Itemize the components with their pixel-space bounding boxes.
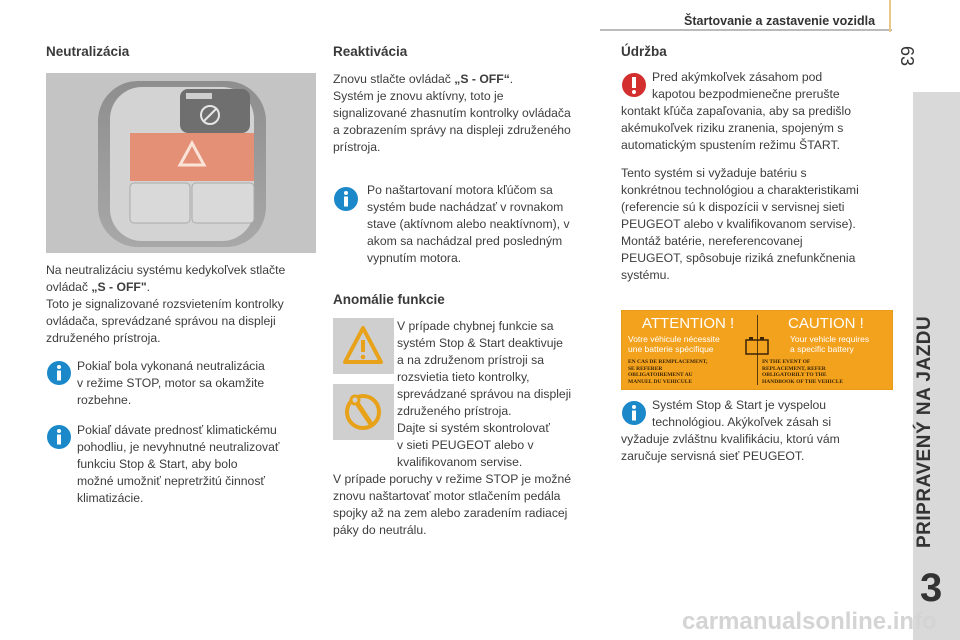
label-en-line-2: a specific battery: [790, 344, 854, 354]
label-small-line: HANDBOOK OF THE VEHICLE: [762, 378, 844, 385]
label-en-small: [762, 359, 843, 385]
warn-line: Pred akýmkoľvek zásahom pod: [652, 70, 823, 84]
info-line: Po naštartovaní motora kľúčom sa: [367, 183, 553, 197]
info-line: stave (aktívnom alebo neaktívnom), v: [367, 217, 570, 231]
neutralization-text: [46, 262, 326, 347]
anomaly-line: združeného prístroja.: [397, 404, 512, 418]
neutralization-text-line-5: združeného prístroja.: [46, 331, 161, 345]
neutralization-text-line-1: Na neutralizáciu systému kedykoľvek stlačte: [46, 263, 286, 277]
battery-line: Tento systém si vyžaduje batériu s: [621, 166, 807, 180]
heading-neutralizacia: Neutralizácia: [46, 44, 130, 59]
info-icon: [46, 424, 72, 450]
header-rule: [600, 29, 892, 31]
info-line: vypnutím motora.: [367, 251, 462, 265]
battery-line: systému.: [621, 268, 670, 282]
reactivation-text-line-4: a zobrazením správy na displeji združeného: [333, 123, 571, 137]
reactivation-text-line-3: signalizované zhasnutím kontrolky ovládača: [333, 106, 571, 120]
info-line: vyžaduje zvláštnu kvalifikáciu, ktorú vám: [621, 432, 840, 446]
anomaly-stop-text: [333, 471, 571, 539]
battery-icon: [744, 335, 774, 357]
info-key-start: [367, 182, 570, 267]
label-small-line: REPLACEMENT, REFER: [762, 365, 826, 372]
warn-line: akémukoľvek riziku zranenia, spojeným s: [621, 121, 844, 135]
info-line: funkciu Stop & Start, aby bolo: [77, 457, 238, 471]
label-attention: ATTENTION !: [642, 315, 735, 332]
battery-line: Montáž batérie, nereferencovanej: [621, 234, 803, 248]
chapter-title: PRIPRAVENÝ NA JAZDU: [914, 315, 935, 548]
anomaly-line: rozsvietia tieto kontrolky,: [397, 370, 530, 384]
heading-udrzba: Údržba: [621, 44, 667, 59]
info-climate: [77, 422, 279, 507]
label-caution: CAUTION !: [788, 315, 864, 332]
label-fr-line-2: une batterie spécifique: [628, 344, 714, 354]
label-small-line: IN THE EVENT OF: [762, 359, 811, 365]
section-title: Štartovanie a zastavenie vozidla: [684, 14, 876, 28]
battery-caution-label: [621, 310, 893, 390]
neutralization-text-line-2: ovládač: [46, 280, 92, 294]
anomaly-line: páky do neutrálu.: [333, 523, 427, 537]
anomaly-line: sprevádzané správou na displeji: [397, 387, 572, 401]
neutralization-text-period: .: [146, 280, 150, 294]
info-advanced-tech: [621, 397, 840, 465]
anomaly-line: spojky až na zem alebo zaradením radiacej: [333, 506, 568, 520]
reactivation-text-line-1: Znovu stlačte ovládač: [333, 72, 455, 86]
warn-line: kontakt kľúča zapaľovania, aby sa predišlo: [621, 104, 852, 118]
label-en-text: [790, 334, 869, 354]
info-icon: [46, 360, 72, 386]
reactivation-text-line-2: Systém je znovu aktívny, toto je: [333, 89, 504, 103]
label-small-line: SE REFERER: [628, 365, 663, 372]
page-number: 63: [897, 46, 917, 67]
service-lamp-box: [333, 384, 394, 440]
switch-panel-photo: [46, 73, 316, 253]
anomaly-text: [397, 318, 571, 471]
reactivation-text-period: .: [509, 72, 514, 86]
info-line: v režime STOP, motor sa okamžite: [77, 376, 265, 390]
s-off-label: „S - OFF": [91, 280, 147, 294]
reactivation-text: [333, 71, 608, 156]
warning-lamp-box: [333, 318, 394, 374]
info-line: technológiou. Akýkoľvek zásah si: [652, 415, 832, 429]
label-small-line: EN CAS DE REMPLACEMENT,: [628, 359, 708, 365]
heading-anomalie: Anomálie funkcie: [333, 292, 445, 307]
warn-line: automatickým spustením režimu ŠTART.: [621, 138, 840, 152]
info-line: zaručuje servisná sieť PEUGEOT.: [621, 449, 805, 463]
anomaly-line: a na združenom prístroji sa: [397, 353, 544, 367]
info-line: Systém Stop & Start je vyspelou: [652, 398, 827, 412]
label-fr-small: [628, 359, 707, 385]
anomaly-line: V prípade chybnej funkcie sa: [397, 319, 554, 333]
label-fr-line-1: Votre véhicule nécessite: [628, 334, 720, 344]
info-line: možné umožniť nepretržitú činnosť: [77, 474, 265, 488]
anomaly-line: Dajte si systém skontrolovať: [397, 421, 550, 435]
anomaly-line: znovu naštartovať motor stlačením pedála: [333, 489, 561, 503]
maintenance-warning: [621, 69, 901, 154]
battery-line: PEUGEOT alebo v kvalifikovanom servise).: [621, 217, 856, 231]
warn-line: kapotou bezpodmienečne prerušte: [652, 87, 840, 101]
label-fr-text: [628, 334, 720, 354]
label-small-line: MANUEL DU VEHICULE: [628, 378, 693, 385]
battery-text: [621, 165, 859, 284]
neutralization-text-line-3: Toto je signalizované rozsvietením kontrolky: [46, 297, 284, 311]
info-line: akom sa nachádzal pred posledným: [367, 234, 563, 248]
info-icon: [333, 186, 359, 212]
info-line: Pokiaľ dávate prednosť klimatickému: [77, 423, 277, 437]
anomaly-line: V prípade poruchy v režime STOP je možné: [333, 472, 571, 486]
label-small-line: OBLIGATOIREMENT AU: [628, 372, 693, 378]
s-off-label: „S - OFF“: [454, 72, 510, 86]
info-line: Pokiaľ bola vykonaná neutralizácia: [77, 359, 265, 373]
anomaly-line: v sieti PEUGEOT alebo v: [397, 438, 534, 452]
info-line: systém bude nachádzať v rovnakom: [367, 200, 564, 214]
battery-line: konkrétnou technológiou a charakteristikami: [621, 183, 859, 197]
label-en-line-1: Your vehicle requires: [790, 334, 870, 344]
chapter-number: 3: [920, 566, 943, 610]
anomaly-line: systém Stop & Start deaktivuje: [397, 336, 563, 350]
info-line: rozbehne.: [77, 393, 132, 407]
warning-triangle-icon: [333, 318, 394, 374]
battery-line: (referencie sú k dispozícii v servisnej sieti: [621, 200, 845, 214]
anomaly-line: kvalifikovanom servise.: [397, 455, 523, 469]
heading-reaktivacia: Reaktivácia: [333, 44, 408, 59]
service-wrench-icon: [333, 384, 394, 440]
info-line: klimatizácie.: [77, 491, 144, 505]
reactivation-text-line-5: prístroja.: [333, 140, 381, 154]
info-line: pohodliu, je nevyhnutné neutralizovať: [77, 440, 280, 454]
watermark: carmanualsonline.info: [682, 608, 937, 635]
neutralization-text-line-4: ovládača, sprevádzané správou na displeji: [46, 314, 276, 328]
info-neutralization-stop: [77, 358, 265, 409]
label-small-line: OBLIGATORILY TO THE: [762, 372, 827, 378]
header-tab: [889, 0, 891, 32]
battery-line: PEUGEOT, spôsobuje riziká znefunkčnenia: [621, 251, 856, 265]
